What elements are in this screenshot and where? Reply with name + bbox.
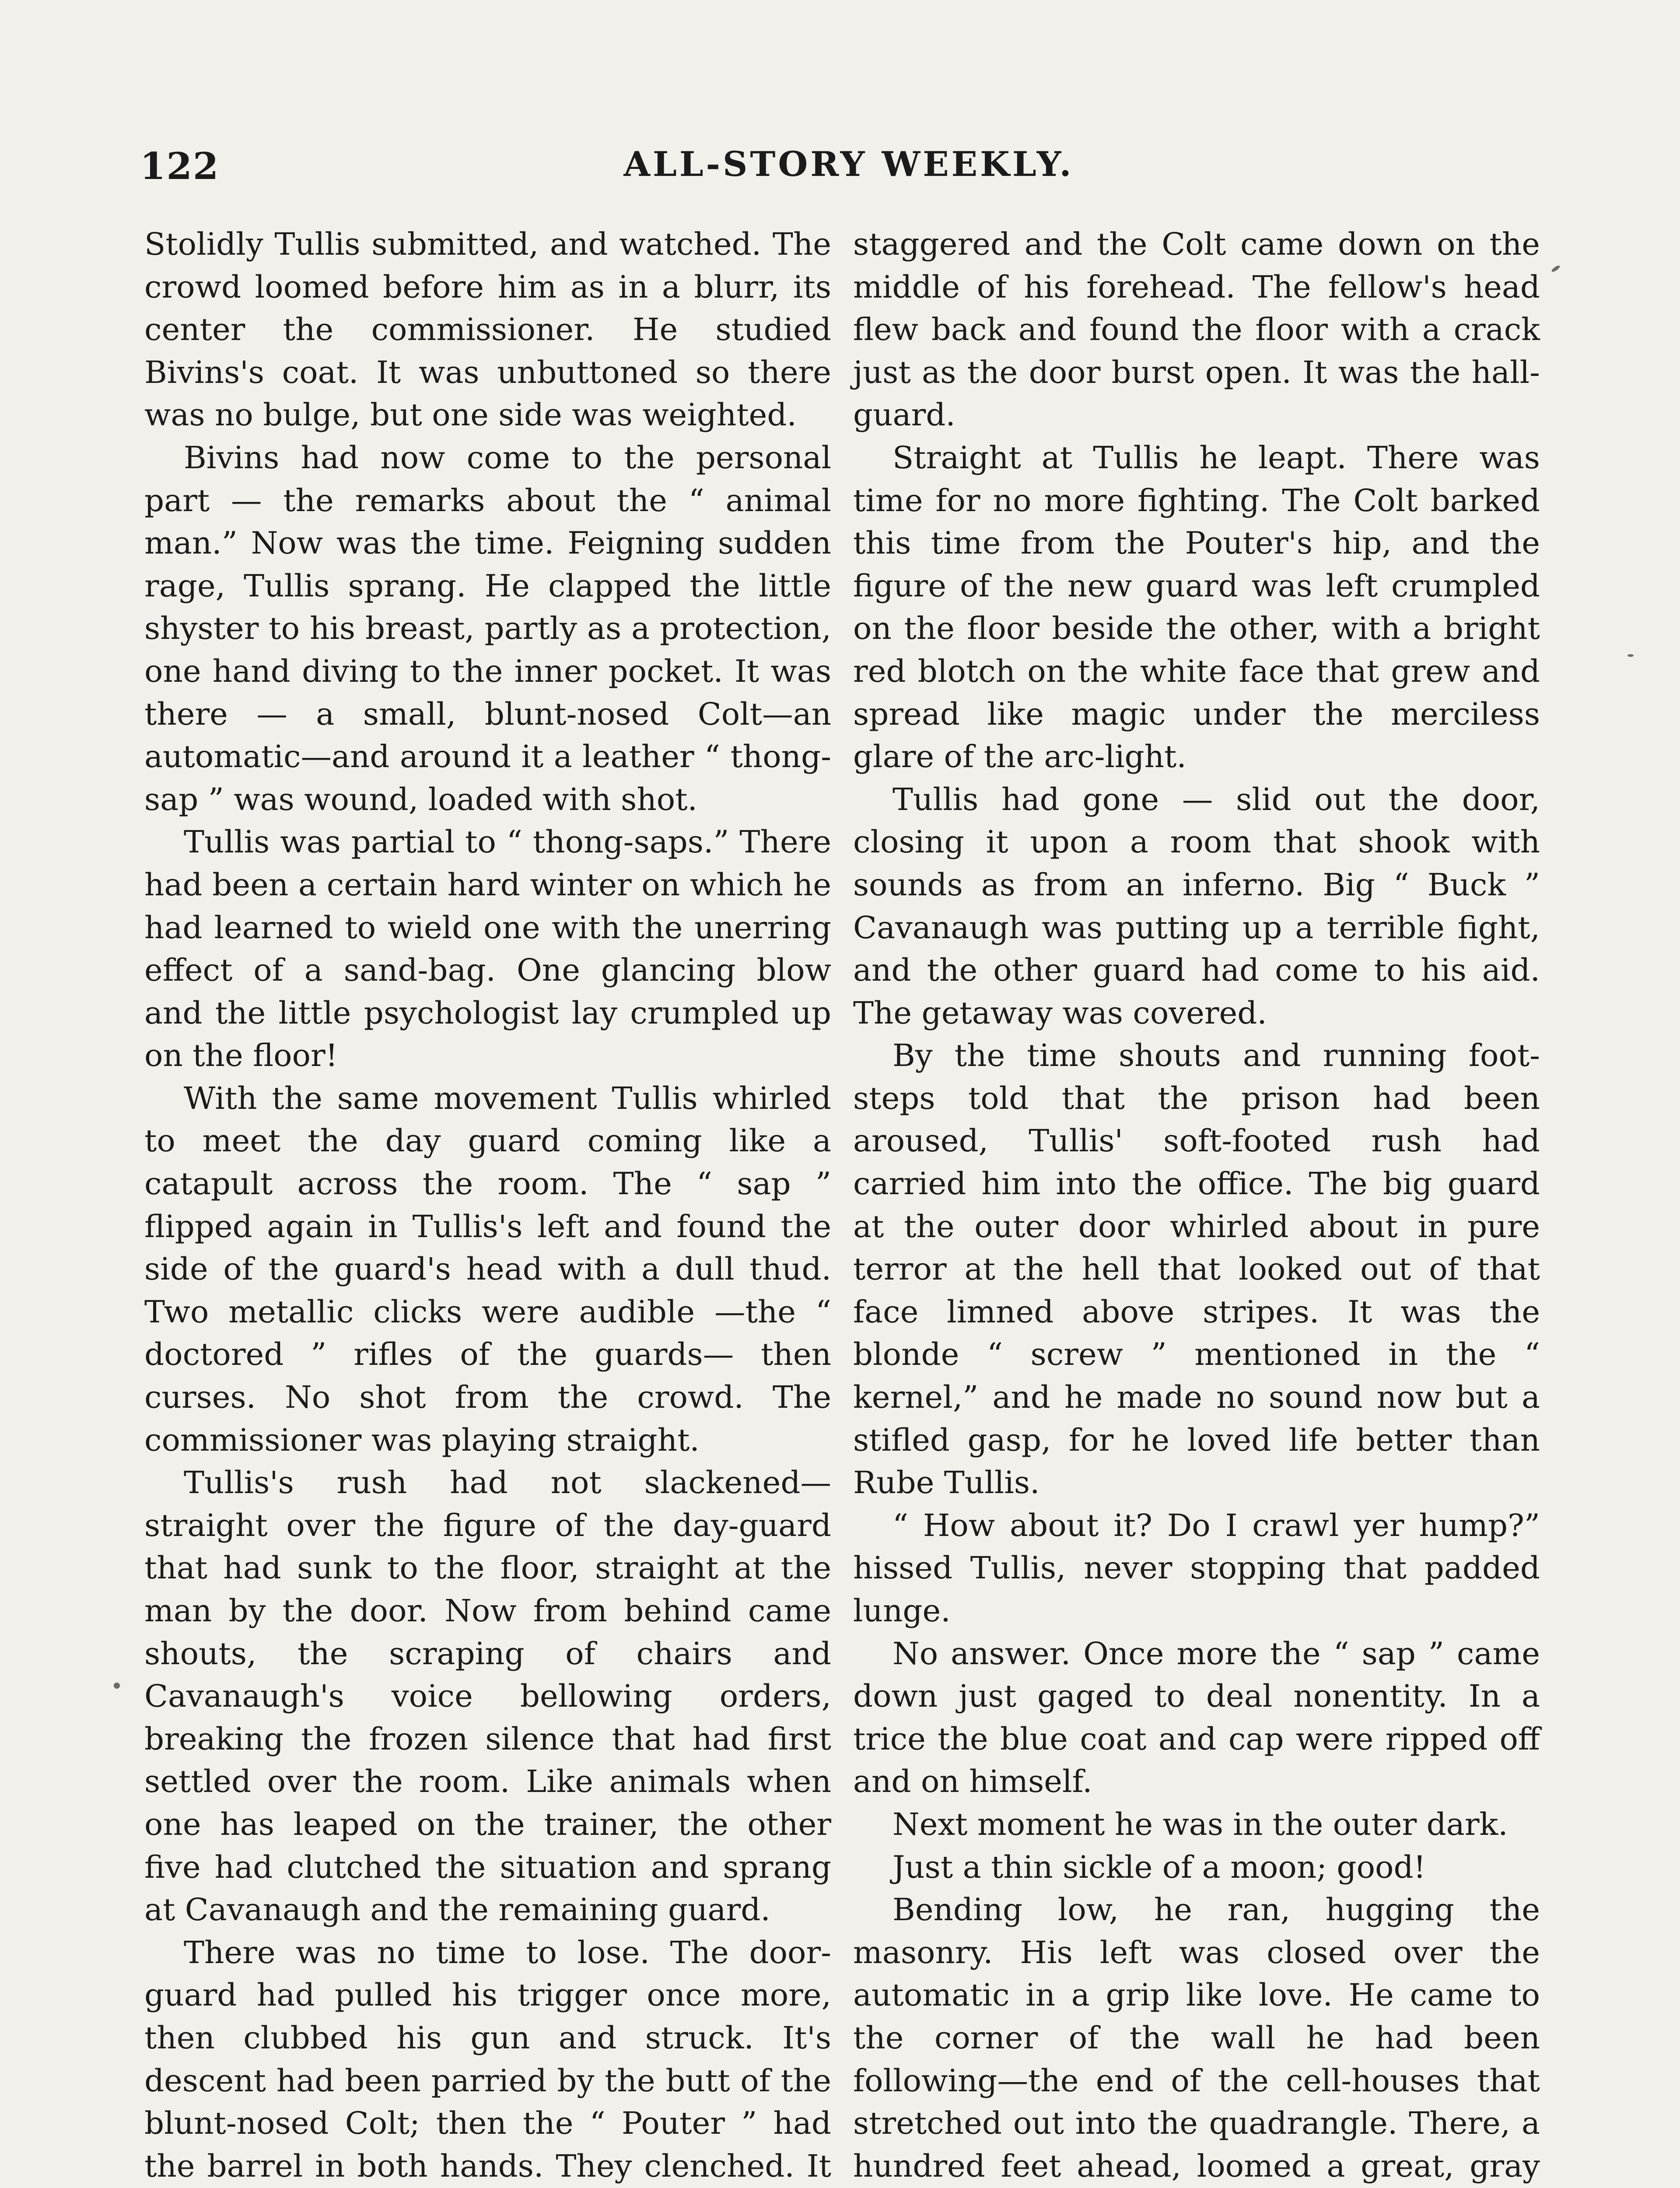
paragraph: Bivins had now come to the personal part — the remarks about the “ animal man.” Now was the time. Feigning sudden rage, Tullis sprang. He clapped the little shyster to his breast, partly as a protection, one hand diving to the inner pocket. It was there — a small, blunt-nosed Colt—an automatic—and around it a leather “ thong-sap ” was wound, loaded with shot.	[144, 439, 831, 817]
left-column	[144, 223, 831, 2188]
paragraph: staggered and the Colt came down on the middle of his forehead. The fellow's head flew back and found the floor with a crack just as the door burst open. It was the hall-guard.	[853, 226, 1540, 433]
paragraph: No answer. Once more the “ sap ” came down just gaged to deal nonentity. In a trice the blue coat and cap were ripped off and on himself.	[853, 1635, 1540, 1800]
paragraph: Straight at Tullis he leapt. There was time for no more fighting. The Colt barked this time from the Pouter's hip, and the figure of the new guard was left crumpled on the floor beside the other, with a bright red blotch on the white face that grew and spread like magic under the merciless glare of the arc-light.	[853, 439, 1540, 775]
paragraph: There was no time to lose. The door-guard had pulled his trigger once more, then clubbed his gun and struck. It's descent had been parried by the butt of the blunt-nosed Colt; then the “ Pouter ” had the barrel in both hands. They clenched. It	[144, 1934, 831, 2184]
print-speck	[114, 1683, 120, 1689]
magazine-title: ALL-STORY WEEKLY.	[623, 144, 1074, 184]
right-column	[853, 223, 1540, 2188]
print-speck	[1551, 264, 1561, 273]
paragraph: Just a thin sickle of a moon; good!	[892, 1849, 1426, 1885]
paragraph: Next moment he was in the outer dark.	[892, 1806, 1508, 1842]
page-header	[140, 144, 1558, 197]
paragraph: Bending low, he ran, hugging the masonry. His left was closed over the automatic in a grip like love. He came to the corner of the wall he had been following—the end of the cell-houses that stretched out into the quadrangle. There, a hundred feet ahead, loomed a great, gray	[853, 1892, 1540, 2184]
paragraph: With the same movement Tullis whirled to meet the day guard coming like a catapult across the room. The “ sap ” flipped again in Tullis's left and found the side of the guard's head with a dull thud. Two metallic clicks were audible —the “ doctored ” rifles of the guards— then curses. No shot from the crowd. The commissioner was playing straight.	[144, 1080, 831, 1458]
paragraph: Tullis's rush had not slackened— straight over the figure of the day-guard that had sunk to the floor, straight at the man by the door. Now from behind came shouts, the scraping of chairs and Cavanaugh's voice bellowing orders, breaking the frozen silence that had first settled over the room. Like animals when one has leaped on the trainer, the other five had clutched the situation and sprang at Cavanaugh and the remaining guard.	[144, 1465, 831, 1928]
paragraph: By the time shouts and running foot-steps told that the prison had been aroused, Tullis' soft-footed rush had carried him into the office. The big guard at the outer door whirled about in pure terror at the hell that looked out of that face limned above stripes. It was the blonde “ screw ” mentioned in the “ kernel,” and he made no sound now but a stifled gasp, for he loved life better than Rube Tullis.	[853, 1038, 1540, 1501]
paragraph: Tullis had gone — slid out the door, closing it upon a room that shook with sounds as from an inferno. Big “ Buck ” Cavanaugh was putting up a terrible fight, and the other guard had come to his aid. The getaway was covered.	[853, 781, 1540, 1031]
paragraph: Stolidly Tullis submitted, and watched. The crowd loomed before him as in a blurr, its center the commissioner. He studied Bivins's coat. It was unbuttoned so there was no bulge, but one side was weighted.	[144, 226, 831, 433]
paragraph: Tullis was partial to “ thong-saps.” There had been a certain hard winter on which he had learned to wield one with the unerring effect of a sand-bag. One glancing blow and the little psychologist lay crumpled up on the floor!	[144, 824, 831, 1074]
paragraph: “ How about it? Do I crawl yer hump?” hissed Tullis, never stopping that padded lunge.	[853, 1507, 1540, 1629]
print-speck	[1628, 654, 1634, 657]
page-number: 122	[140, 144, 220, 188]
